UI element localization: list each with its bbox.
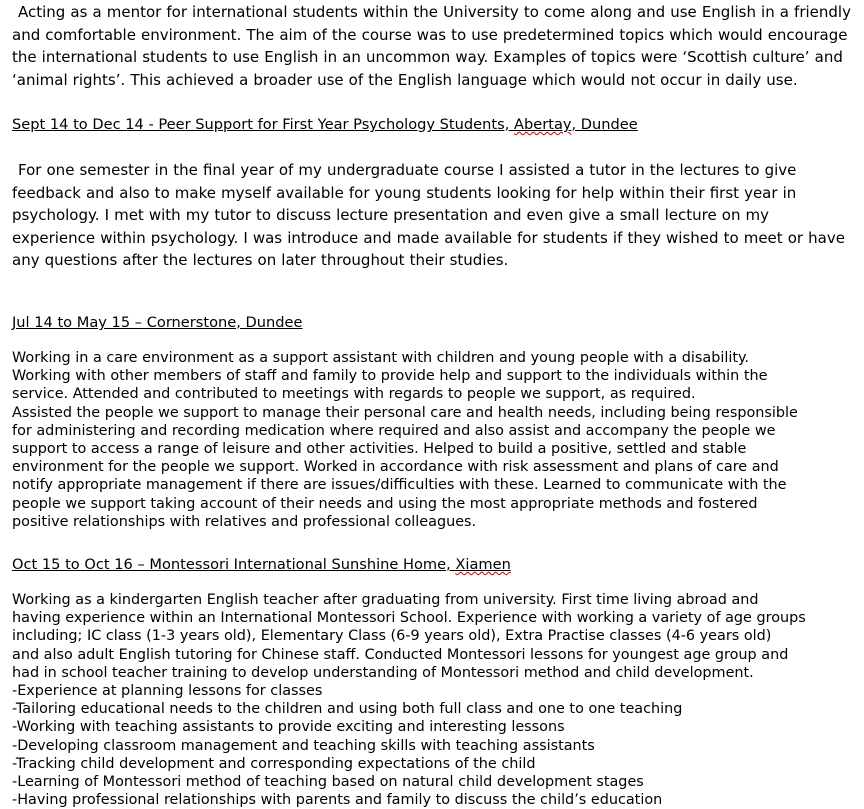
list-item: -Learning of Montessori method of teaching based on natural child development stages (12, 774, 644, 791)
heading-peer-support-prefix: Sept 14 to Dec 14 - Peer Support for First Year Psychology Students, (12, 116, 514, 133)
peer-line: experience within psychology. I was introduce and made available for students if they wished to meet or have (12, 228, 845, 247)
cornerstone-line: service. Attended and contributed to meetings with regards to people we support, as required. (12, 386, 696, 403)
montessori-line: including; IC class (1-3 years old), Elementary Class (6-9 years old), Extra Practise classes (4-6 years old) (12, 628, 772, 645)
cornerstone-line: support to access a range of leisure and other activities. Helped to build a positive, settled and stable (12, 441, 747, 458)
intro-line: and comfortable environment. The aim of the course was to use predetermined topics which would encourage (12, 25, 848, 44)
cornerstone-line: Working in a care environment as a support assistant with children and young people with a disability. (12, 350, 749, 366)
heading-peer-support (12, 115, 638, 135)
heading-montessori (12, 555, 511, 575)
cornerstone-line: positive relationships with relatives and professional colleagues. (12, 513, 477, 530)
heading-cornerstone: Jul 14 to May 15 – Cornerstone, Dundee (12, 314, 303, 331)
intro-paragraph (12, 1, 851, 91)
cornerstone-line: Working with other members of staff and family to provide help and support to the individuals within the (12, 368, 768, 385)
montessori-line: Working as a kindergarten English teacher after graduating from university. First time living abroad and (12, 592, 759, 608)
list-item: -Experience at planning lessons for classes (12, 683, 323, 700)
peer-line: any questions after the lectures on later throughout their studies. (12, 251, 509, 269)
peer-line: For one semester in the final year of my undergraduate course I assisted a tutor in the lectures to give (18, 161, 797, 179)
peer-support-paragraph (12, 159, 845, 272)
montessori-line: and also adult English tutoring for Chinese staff. Conducted Montessori lessons for youngest age group and (12, 646, 789, 663)
intro-line: the international students to use English in an uncommon way. Examples of topics were ‘Scottish culture’ and (12, 48, 843, 66)
heading-montessori-prefix: Oct 15 to Oct 16 – Montessori International Sunshine Home, (12, 556, 456, 573)
list-item: -Developing classroom management and teaching skills with teaching assistants (12, 737, 595, 754)
intro-line: Acting as a mentor for international students within the University to come along and use English in a friendly (18, 3, 851, 21)
cornerstone-line: Assisted the people we support to manage their personal care and health needs, including being responsible (12, 404, 798, 421)
montessori-paragraph (12, 591, 806, 809)
peer-line: psychology. I met with my tutor to discuss lecture presentation and even give a small lecture on my (12, 206, 770, 224)
peer-line: feedback and also to make myself available for young students looking for help within their first year in (12, 183, 797, 202)
misspelled-word[interactable]: Abertay (514, 116, 572, 133)
list-item: -Tracking child development and corresponding expectations of the child (12, 755, 536, 772)
montessori-line: had in school teacher training to develop understanding of Montessori method and child development. (12, 664, 754, 681)
misspelled-word[interactable]: Xiamen (455, 556, 511, 573)
intro-line: ‘animal rights’. This achieved a broader use of the English language which would not occur in daily use. (12, 70, 798, 89)
list-item: -Tailoring educational needs to the children and using both full class and one to one teaching (12, 701, 683, 718)
cornerstone-paragraph (12, 349, 798, 531)
montessori-line: having experience within an International Montessori School. Experience with working a variety of age groups (12, 610, 806, 627)
list-item: -Having professional relationships with parents and family to discuss the child’s education (12, 792, 663, 809)
cornerstone-line: notify appropriate management if there are issues/difficulties with these. Learned to communicate with the (12, 477, 787, 494)
cornerstone-line: for administering and recording medication where required and also assist and accompany the people we (12, 422, 776, 439)
cornerstone-line: environment for the people we support. Worked in accordance with risk assessment and plans of care and (12, 459, 779, 476)
cornerstone-line: people we support taking account of their needs and using the most appropriate methods and fostered (12, 495, 758, 512)
montessori-duties-list (12, 682, 806, 809)
heading-peer-support-suffix: , Dundee (571, 116, 638, 133)
list-item: -Working with teaching assistants to provide exciting and interesting lessons (12, 719, 565, 736)
